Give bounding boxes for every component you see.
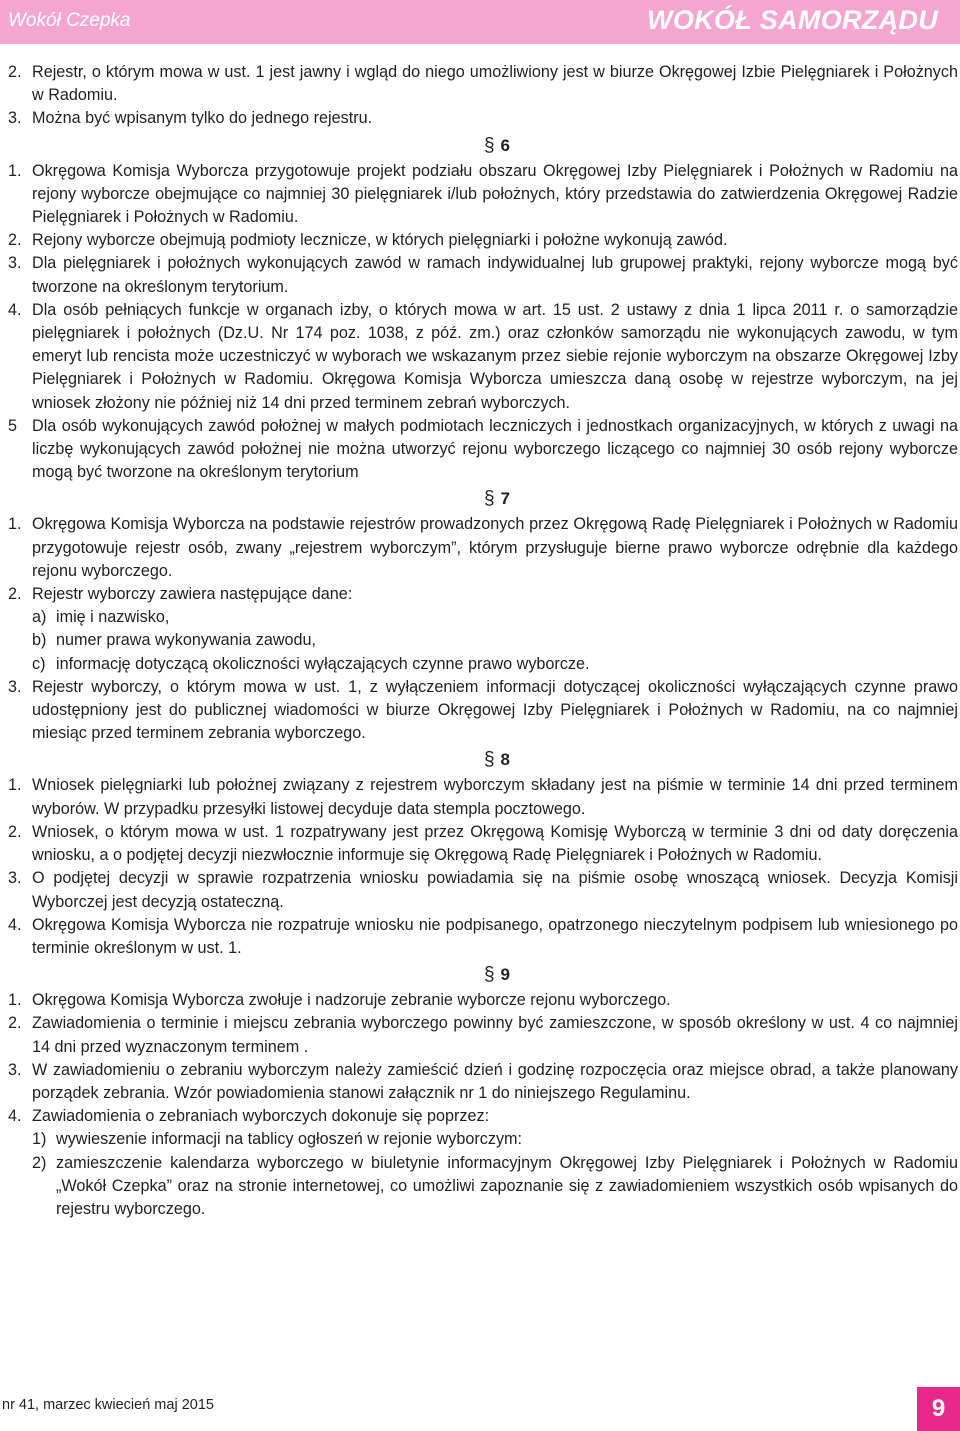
section-number: 6 xyxy=(500,135,511,155)
item-number: 3. xyxy=(8,677,22,696)
item-text-content: Okręgowa Komisja Wyborcza zwołuje i nadzoruje zebranie wyborcze rejonu wyborczego. xyxy=(32,991,671,1010)
list-item xyxy=(8,1012,958,1058)
page-number: 9 xyxy=(917,1387,960,1431)
sub-item-number: c) xyxy=(32,654,46,673)
footer-issue: nr 41, marzec kwiecień maj 2015 xyxy=(2,1397,214,1413)
item-number: 4. xyxy=(8,300,22,319)
section-symbol: § xyxy=(483,134,495,156)
list-item xyxy=(8,415,958,485)
sub-item xyxy=(32,1128,958,1151)
list-item xyxy=(8,583,958,676)
header-band xyxy=(0,0,960,44)
sub-item-text: numer prawa wykonywania zawodu, xyxy=(56,631,317,650)
item-number: 2. xyxy=(8,822,22,841)
item-number: 1. xyxy=(8,991,22,1010)
item-number: 1. xyxy=(8,515,22,534)
item-text-content: Okręgowa Komisja Wyborcza nie rozpatruje wniosku nie podpisanego, opatrzonego nieczytelnym podpisem lub wniesionego po terminie określonym w ust. 1. xyxy=(32,915,958,957)
item-text xyxy=(32,1105,958,1221)
list-item xyxy=(8,867,958,913)
paragraph-section xyxy=(8,131,958,485)
item-text-content: Wniosek pielęgniarki lub położnej związany z rejestrem wyborczym składany jest na piśmie w terminie 14 dni przed terminem wyborów. W przypadku przesyłki listowej decyduje data stempla pocztowego. xyxy=(32,776,958,818)
item-text-content: Wniosek, o którym mowa w ust. 1 rozpatrywany jest przez Okręgową Komisję Wyborczą w terminie 3 dni od daty doręczenia wniosku, a o podjętej decyzji niezwłocznie informuje się Okręgową Radę Pielęgniarek i Położnych w Radomiu. xyxy=(32,822,958,865)
item-number: 2. xyxy=(8,231,22,250)
item-text-content: O podjętej decyzji w sprawie rozpatrzenia wniosku powiadamia się na piśmie osobę wnoszącą wniosek. Decyzja Komisji Wyborczej jest decyzją ostateczną. xyxy=(32,869,958,911)
item-number: 2. xyxy=(8,63,22,81)
list-item xyxy=(8,774,958,820)
item-number: 4. xyxy=(8,915,22,934)
list-item xyxy=(8,989,958,1012)
sub-item-number: a) xyxy=(32,608,47,627)
list-item xyxy=(8,61,958,107)
item-text-content: Rejestr wyborczy zawiera następujące dane: xyxy=(32,585,353,604)
sub-item-number: 2) xyxy=(32,1153,47,1172)
list-item xyxy=(8,513,958,583)
item-text-content: Rejony wyborcze obejmują podmioty lecznicze, w których pielęgniarki i położne wykonują zawód. xyxy=(32,231,728,250)
item-text xyxy=(32,774,958,820)
item-text xyxy=(32,821,958,867)
item-text xyxy=(32,299,958,415)
item-number: 2. xyxy=(8,1014,22,1033)
item-text xyxy=(32,61,958,107)
paragraph-section xyxy=(8,61,958,131)
section-symbol: § xyxy=(483,749,495,771)
item-number: 5 xyxy=(8,416,18,435)
sub-item xyxy=(32,629,958,652)
item-text xyxy=(32,229,958,252)
item-text-content: Rejestr wyborczy, o którym mowa w ust. 1, z wyłączeniem informacji dotyczącej okoliczności wyłączających czynne prawo udostępniony jest do publicznej wiadomości w biurze Okręgowej Izby Pielęgniarek i Położnych w Radomiu, na co najmniej miesiąc przed terminem zebrania wyborczego. xyxy=(32,677,958,743)
item-number: 3. xyxy=(8,254,22,273)
sub-item-text: informację dotyczącą okoliczności wyłączających czynne prawo wyborcze. xyxy=(56,654,590,673)
item-number: 1. xyxy=(8,161,22,180)
sub-item xyxy=(32,653,958,676)
list-item xyxy=(8,229,958,252)
section-symbol: § xyxy=(483,964,495,986)
item-text xyxy=(32,1059,958,1105)
item-text-content: Można być wpisanym tylko do jednego rejestru. xyxy=(32,109,373,128)
item-text xyxy=(32,160,958,230)
item-number: 1. xyxy=(8,776,22,795)
paragraph-section xyxy=(8,745,958,960)
sub-item-text: zamieszczenie kalendarza wyborczego w biuletynie informacyjnym Okręgowej Izby Pielęgniarek i Położnych w Radomiu „Wokół Czepka” oraz na stronie internetowej, co umożliwi zapoznanie się z zawiadomieniem wszystkich osób wpisanych do rejestru wyborczego. xyxy=(56,1153,958,1218)
item-text-content: Dla osób wykonujących zawód położnej w małych podmiotach leczniczych i jednostkach organizacyjnych, w których z uwagi na liczbę wykonujących zawód położnej nie można utworzyć rejonu wyborczego liczącego co najmniej 30 osób rejony wyborcze mogą być tworzone na określonym terytorium xyxy=(32,416,958,482)
item-number: 3. xyxy=(8,109,22,128)
item-text-content: Okręgowa Komisja Wyborcza przygotowuje projekt podziału obszaru Okręgowej Izby Pielęgniarek i Położnych w Radomiu na rejony wyborcze obejmujące co najmniej 30 pielęgniarek i/lub położnych, który przedstawia do zatwierdzenia Okręgowej Radzie Pielęgniarek i Położnych w Radomiu. xyxy=(32,161,958,227)
sub-item-text: imię i nazwisko, xyxy=(56,608,170,627)
section-heading xyxy=(8,131,958,160)
list-item xyxy=(8,1059,958,1105)
section-heading xyxy=(8,960,958,989)
section-heading xyxy=(8,745,958,774)
section-number: 8 xyxy=(500,750,511,770)
list-item xyxy=(8,676,958,746)
item-text xyxy=(32,1012,958,1058)
document-body xyxy=(8,61,958,1221)
item-text xyxy=(32,252,958,298)
list-item xyxy=(8,821,958,867)
item-text-content: Rejestr, o którym mowa w ust. 1 jest jawny i wgląd do niego umożliwiony jest w biurze Okręgowej Izbie Pielęgniarek i Położnych w Radomiu. xyxy=(32,63,958,105)
item-text xyxy=(32,415,958,485)
list-item xyxy=(8,252,958,298)
item-text-content: Dla osób pełniących funkcje w organach izby, o których mowa w art. 15 ust. 2 ustawy z dnia 1 lipca 2011 r. o samorządzie pielęgniarek i położnych (Dz.U. Nr 174 poz. 1038, z póź. zm.) oraz członków samorządu nie wykonujących zawodu, w tym emeryt lub rencista może uczestniczyć w wyborach we wskazanym przez siebie rejonie wyborczym na obszarze Okręgowej Izby Pielęgniarek i Położnych w Radomiu. Okręgowa Komisja Wyborcza umieszcza daną osobę w rejestrze wyborczym, na jej wniosek złożony nie później niż 14 dni przed terminem zebrań wyborczych. xyxy=(32,300,958,412)
item-number: 3. xyxy=(8,869,22,888)
sub-item xyxy=(32,1152,958,1222)
item-text-content: Okręgowa Komisja Wyborcza na podstawie rejestrów prowadzonych przez Okręgową Radę Pielęgniarek i Położnych w Radomiu przygotowuje rejestr osób, zwany „rejestrem wyborczym”, którym przysługuje bierne prawo wyborcze odrębnie dla każdego rejonu wyborczego. xyxy=(32,515,958,580)
item-text xyxy=(32,914,958,960)
list-item xyxy=(8,914,958,960)
item-text-content: Dla pielęgniarek i położnych wykonujących zawód w ramach indywidualnej lub grupowej praktyki, rejony wyborcze mogą być tworzone na określonym terytorium. xyxy=(32,254,958,296)
item-text xyxy=(32,107,958,130)
sub-item-text: wywieszenie informacji na tablicy ogłoszeń w rejonie wyborczym: xyxy=(56,1130,523,1149)
item-text-content: W zawiadomieniu o zebraniu wyborczym należy zamieścić dzień i godzinę rozpoczęcia oraz miejsce obrad, a także planowany porządek zebrania. Wzór powiadomienia stanowi załącznik nr 1 do niniejszego Regulaminu. xyxy=(32,1060,958,1102)
paragraph-section xyxy=(8,960,958,1221)
item-number: 2. xyxy=(8,585,22,604)
section-number: 7 xyxy=(500,489,511,509)
item-text-content: Zawiadomienia o terminie i miejscu zebrania wyborczego powinny być zamieszczone, w sposób określony w ust. 4 co najmniej 14 dni przed wyznaczonym terminem . xyxy=(32,1014,958,1056)
list-item xyxy=(8,1105,958,1221)
item-text-content: Zawiadomienia o zebraniach wyborczych dokonuje się poprzez: xyxy=(32,1107,490,1126)
sub-item xyxy=(32,606,958,629)
item-text xyxy=(32,867,958,913)
header-right-title: WOKÓŁ SAMORZĄDU xyxy=(647,5,938,35)
sub-item-number: 1) xyxy=(32,1130,47,1149)
list-item xyxy=(8,107,958,130)
section-number: 9 xyxy=(500,965,511,985)
section-heading xyxy=(8,484,958,513)
item-text xyxy=(32,989,958,1012)
section-symbol: § xyxy=(483,488,495,510)
sub-item-number: b) xyxy=(32,631,47,650)
item-number: 4. xyxy=(8,1107,22,1126)
item-number: 3. xyxy=(8,1060,22,1079)
list-item xyxy=(8,299,958,415)
item-text xyxy=(32,676,958,746)
header-left-title: Wokół Czepka xyxy=(8,10,131,31)
list-item xyxy=(8,160,958,230)
item-text xyxy=(32,513,958,583)
paragraph-section xyxy=(8,484,958,745)
item-text xyxy=(32,583,958,676)
